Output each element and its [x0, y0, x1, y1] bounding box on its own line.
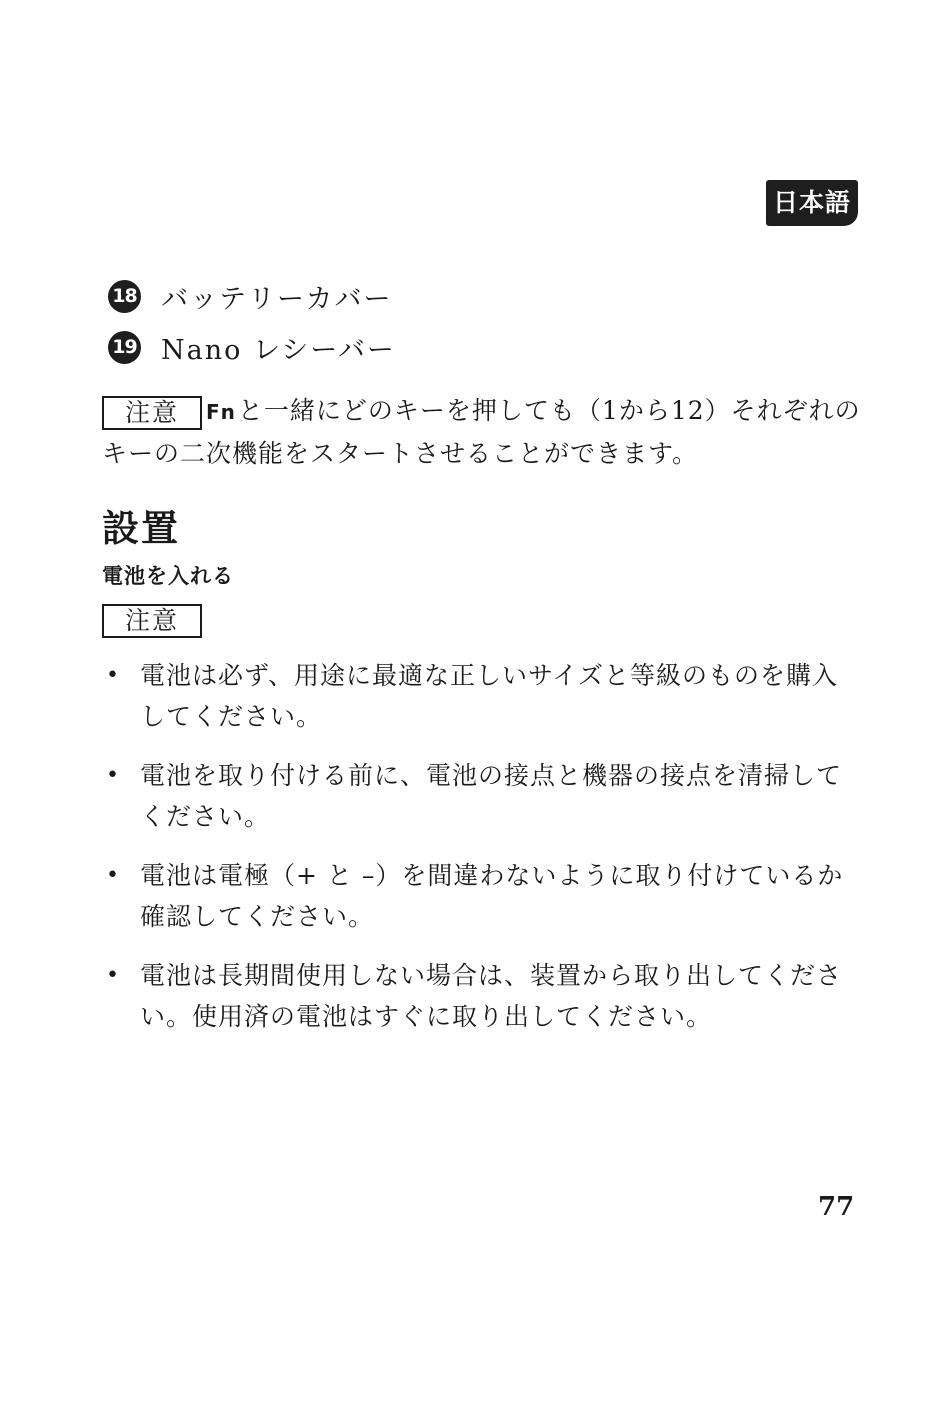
bullet-dot-icon: •: [106, 763, 120, 788]
notice-block: [102, 604, 202, 638]
list-item: [102, 755, 862, 837]
caution-label-box: 注意: [102, 604, 202, 638]
part-number-badge: 19: [108, 331, 141, 364]
bullet-dot-icon: •: [106, 663, 120, 688]
caution-label-box: 注意: [102, 396, 202, 430]
fn-caution-paragraph: [102, 390, 862, 475]
bullet-dot-icon: •: [106, 863, 120, 888]
language-tab: 日本語: [766, 180, 858, 226]
battery-instructions-list: [102, 655, 862, 1055]
list-item: [102, 655, 862, 737]
part-label: Nano レシーバー: [161, 334, 396, 366]
section-title: 設置: [102, 507, 180, 550]
list-item: [102, 955, 862, 1037]
list-item-text: 電池を取り付ける前に、電池の接点と機器の接点を清掃してください。: [140, 761, 843, 831]
subsection-title: 電池を入れる: [102, 564, 234, 588]
list-item-text: 電池は長期間使用しない場合は、装置から取り出してください。使用済の電池はすぐに取り出してください。: [140, 961, 843, 1031]
part-label: バッテリーカバー: [161, 283, 393, 315]
list-item-text: 電池は電極（+ と –）を間違わないように取り付けているか確認してください。: [140, 861, 844, 931]
bullet-dot-icon: •: [106, 963, 120, 988]
part-item-nano-receiver: [108, 327, 396, 367]
fn-key-label: Fn: [206, 400, 236, 424]
list-item: [102, 855, 862, 937]
part-number-badge: 18: [108, 280, 141, 313]
part-item-battery-cover: [108, 276, 392, 316]
caution-text: と一緒にどのキーを押しても（1から12）それぞれのキーの二次機能をスタートさせることができます。: [102, 396, 861, 468]
page-number: 77: [818, 1192, 855, 1222]
list-item-text: 電池は必ず、用途に最適な正しいサイズと等級のものを購入してください。: [140, 661, 839, 731]
